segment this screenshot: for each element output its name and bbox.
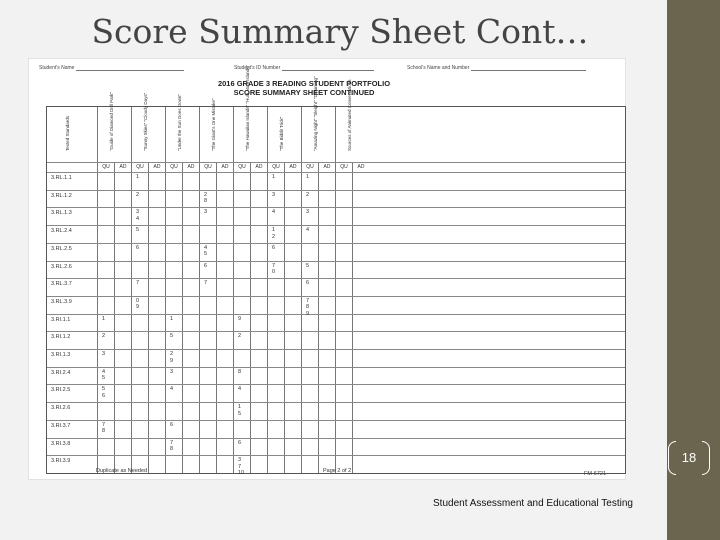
table-cell: 3 (204, 209, 208, 216)
qu-subheader: QU (170, 164, 178, 170)
table-cell: 4 (306, 227, 310, 234)
score-summary-sheet-image (28, 58, 626, 480)
table-cell: 3 (272, 191, 276, 198)
row-standard-label: 3.RL.3.9 (51, 298, 72, 305)
grid-line (352, 162, 353, 473)
grid-line (47, 190, 625, 191)
column-header: "The Biddit Trick" (279, 116, 284, 151)
table-cell: 5 (136, 227, 140, 234)
grid-line (148, 162, 149, 473)
column-header: Sources of Animated Conversations (347, 79, 352, 151)
grid-line (47, 225, 625, 226)
table-cell: 5 (306, 262, 310, 269)
column-header: Tested Standards (65, 115, 70, 151)
table-cell: 1 (102, 315, 106, 322)
row-standard-label: 3.RI.2.6 (51, 405, 71, 412)
grid-line (284, 162, 285, 473)
column-header: "Sunny Skies" "Cloudy Days" (143, 92, 148, 151)
row-standard-label: 3.RL.3.7 (51, 281, 72, 288)
row-standard-label: 3.RL.1.3 (51, 210, 72, 217)
footer-caption: Student Assessment and Educational Testing (433, 498, 633, 509)
grid-line (47, 455, 625, 456)
ad-subheader: AD (357, 164, 365, 170)
table-cell: 2 (102, 333, 106, 340)
column-header: "The Hawaiian Islands" "Hula Nuts Islands" (245, 65, 250, 151)
table-cell: 6 (272, 244, 276, 251)
grid-line (182, 162, 183, 473)
table-cell: 2 (136, 191, 140, 198)
slide-title: Score Summary Sheet Cont… (91, 12, 589, 51)
page-number: 18 (681, 450, 697, 465)
row-standard-label: 3.RI.3.9 (51, 458, 71, 465)
grid-line (250, 162, 251, 473)
table-cell: 7 (204, 280, 208, 287)
table-cell: 7 (136, 280, 140, 287)
qu-subheader: QU (340, 164, 348, 170)
grid-line (47, 243, 625, 244)
table-cell: 6 (306, 280, 310, 287)
grid-line (47, 296, 625, 297)
table-cell: 6 (170, 421, 174, 428)
table-cell: 0 9 (136, 297, 140, 311)
grid-line (47, 438, 625, 439)
table-cell: 4 5 (204, 244, 208, 258)
grid-line (47, 162, 625, 163)
grid-line (47, 349, 625, 350)
column-header: "Under the Sun Goes Down" (177, 94, 182, 151)
header-field-student-id: Student's ID Number (234, 65, 374, 71)
sheet-title-line-2: SCORE SUMMARY SHEET CONTINUED (233, 88, 375, 97)
row-standard-label: 3.RL.1.1 (51, 175, 72, 181)
header-field-student-name: Student's Name (39, 65, 184, 71)
table-cell: 4 (272, 209, 276, 216)
ad-subheader: AD (289, 164, 297, 170)
grid-line (47, 207, 625, 208)
ad-subheader: AD (323, 164, 331, 170)
row-standard-label: 3.RL.2.4 (51, 228, 72, 235)
column-header: "Guide of Diamond Drill Park" (109, 92, 114, 151)
table-cell: 1 (306, 174, 310, 180)
row-standard-label: 3.RI.1.2 (51, 334, 71, 341)
grid-line (216, 162, 217, 473)
table-cell: 6 (136, 244, 140, 251)
column-header: "Amazing Night" "Sleight" "Dreaming" (313, 76, 318, 151)
qu-subheader: QU (102, 164, 110, 170)
table-cell: 5 6 (102, 386, 106, 399)
ad-subheader: AD (119, 164, 127, 170)
sheet-title (179, 79, 429, 97)
footer-duplicate-note: Duplicate as Needed (96, 468, 148, 474)
table-cell: 2 9 (170, 351, 174, 364)
grid-line (318, 162, 319, 473)
page-number-badge (668, 441, 714, 477)
table-cell: 7 0 (272, 262, 276, 275)
qu-subheader: QU (204, 164, 212, 170)
table-cell: 6 (204, 262, 208, 269)
grid-line (47, 384, 625, 385)
table-cell: 1 (272, 174, 276, 180)
ad-subheader: AD (221, 164, 229, 170)
row-standard-label: 3.RL.2.6 (51, 263, 72, 270)
ad-subheader: AD (187, 164, 195, 170)
sheet-title-line-1: 2016 GRADE 3 READING STUDENT PORTFOLIO (217, 79, 391, 88)
grid-line (47, 331, 625, 332)
ad-subheader: AD (255, 164, 263, 170)
footer-form-number: FM-6721 (584, 471, 607, 477)
table-cell: 2 8 (204, 191, 208, 205)
qu-subheader: QU (272, 164, 280, 170)
qu-subheader: QU (306, 164, 314, 170)
table-cell: 2 (306, 191, 310, 198)
table-cell: 1 2 (272, 227, 276, 240)
header-field-school: School's Name and Number (407, 65, 586, 71)
footer-page-count: Page 2 of 2 (323, 468, 352, 474)
row-standard-label: 3.RI.1.3 (51, 352, 71, 358)
qu-subheader: QU (238, 164, 246, 170)
grid-line (47, 420, 625, 421)
ad-subheader: AD (153, 164, 161, 170)
grid-line (47, 278, 625, 279)
row-standard-label: 3.RI.2.5 (51, 387, 71, 394)
table-cell: 4 5 (102, 368, 106, 382)
table-cell: 4 (238, 386, 242, 393)
table-cell: 7 8 (102, 421, 106, 435)
row-standard-label: 3.RI.2.4 (51, 369, 71, 376)
grid-line (47, 314, 625, 315)
table-cell: 8 (238, 368, 242, 375)
row-standard-label: 3.RI.3.7 (51, 422, 71, 429)
table-cell: 3 4 (136, 209, 140, 222)
qu-subheader: QU (136, 164, 144, 170)
grid-line (114, 162, 115, 473)
row-standard-label: 3.RI.3.8 (51, 440, 71, 447)
table-cell: 7 8 (170, 439, 174, 452)
row-standard-label: 3.RL.2.5 (51, 245, 72, 252)
table-cell: 3 7 10 (238, 457, 245, 477)
grid-line (47, 367, 625, 368)
table-cell: 1 (170, 315, 174, 322)
table-cell: 6 (238, 439, 242, 446)
grid-line (47, 261, 625, 262)
row-standard-label: 3.RI.1.1 (51, 316, 71, 323)
table-cell: 4 (170, 386, 174, 393)
table-cell: 1 5 (238, 404, 242, 417)
column-header: "The Giant's One Mistake" (211, 98, 216, 151)
row-standard-label: 3.RL.1.2 (51, 192, 72, 199)
table-cell: 3 (102, 351, 106, 357)
grid-line (47, 172, 625, 173)
table-cell: 3 (170, 368, 174, 375)
right-bracket-icon (702, 441, 710, 475)
table-cell: 1 (136, 174, 140, 180)
table-cell: 9 (238, 315, 242, 322)
table-cell: 3 (306, 209, 310, 216)
table-cell: 5 (170, 333, 174, 340)
table-cell: 2 (238, 333, 242, 340)
table-cell: 7 8 9 (306, 297, 310, 317)
grid-line (47, 402, 625, 403)
